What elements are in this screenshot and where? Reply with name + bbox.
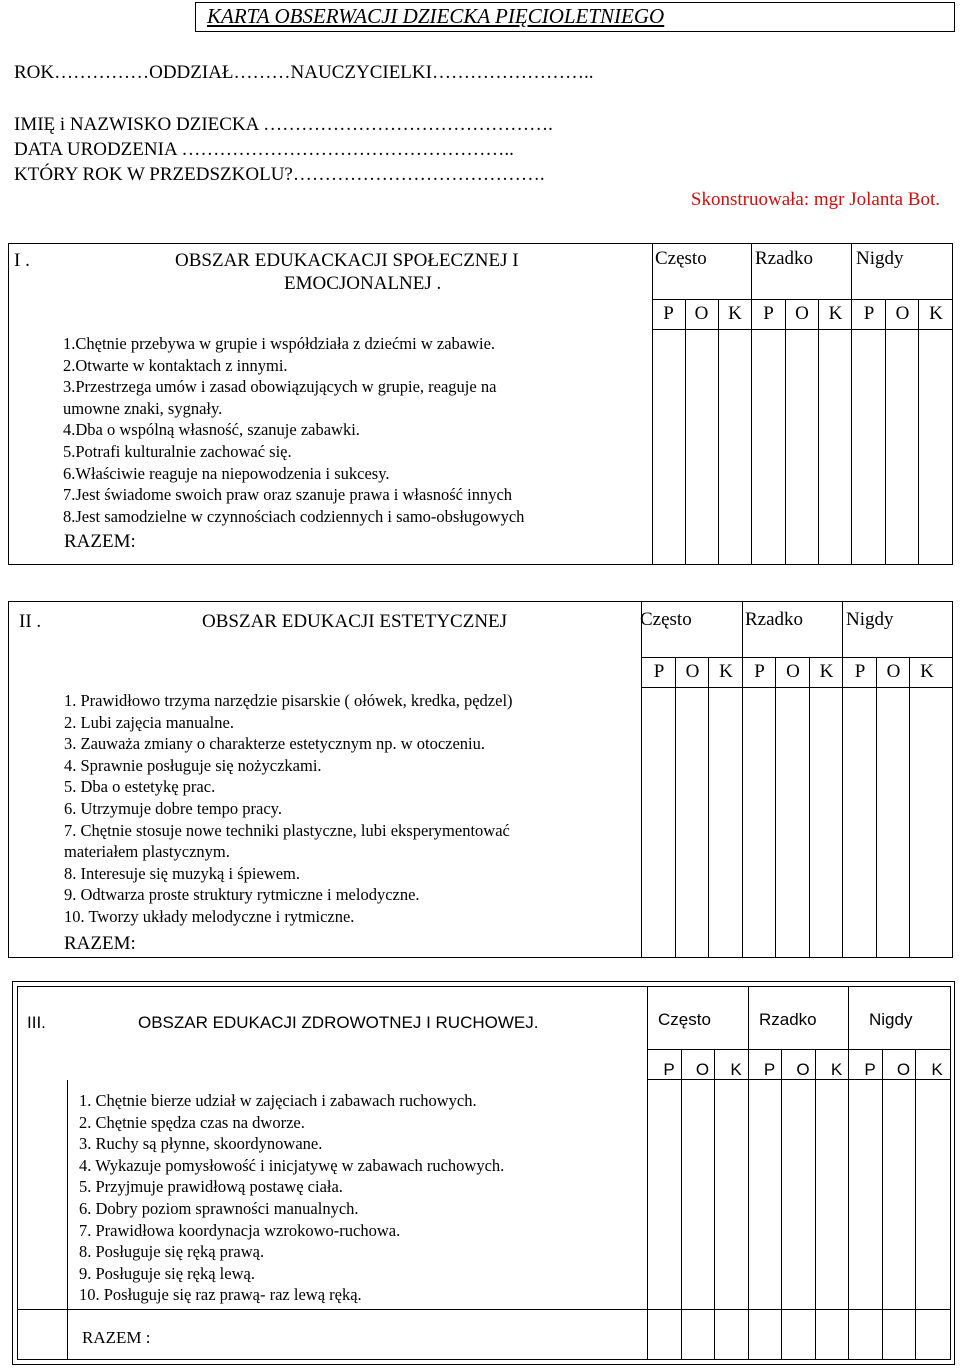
col-k: K	[730, 1060, 742, 1079]
list-item: 2. Chętnie spędza czas na dworze.	[79, 1112, 305, 1132]
list-item: 2.Otwarte w kontaktach z innymi.	[63, 355, 288, 375]
header-line-birth-date: DATA URODZENIA ……………………………………………..	[14, 139, 514, 160]
section2-number: II .	[19, 611, 42, 632]
list-item: umowne znaki, sygnały.	[63, 398, 223, 418]
col-k: K	[719, 661, 733, 682]
section2-item-list	[64, 690, 513, 928]
list-item: 6.Właściwie reaguje na niepowodzenia i sukcesy.	[63, 463, 390, 483]
section1-title-line1: OBSZAR EDUKACKACJI SPOŁECZNEJ I	[175, 250, 519, 271]
col-k: K	[828, 303, 843, 324]
list-item: 2. Lubi zajęcia manualne.	[64, 712, 234, 732]
col-k: K	[830, 1060, 843, 1079]
list-item: 5. Dba o estetykę prac.	[64, 777, 216, 797]
list-item: 7. Chętnie stosuje nowe techniki plastyczne, lubi eksperymentować	[64, 820, 510, 840]
list-item: 8.Jest samodzielne w czynnościach codziennych i samo-obsługowych	[63, 506, 525, 526]
section1-title-line2: EMOCJONALNEJ .	[284, 273, 442, 294]
header-line-year-group-teacher: ROK……………ODDZIAŁ………NAUCZYCIELKI……………………..	[14, 62, 594, 83]
col-o: O	[795, 303, 809, 324]
col-p: P	[653, 661, 665, 682]
col-k: K	[929, 303, 943, 324]
section3-total-label: RAZEM :	[82, 1328, 151, 1347]
section2-col-often: Często	[640, 609, 692, 630]
col-p: P	[863, 303, 875, 324]
list-item: 7. Prawidłowa koordynacja wzrokowo-ruchowa.	[79, 1220, 401, 1240]
list-item: 8. Interesuje się muzyką i śpiewem.	[64, 863, 300, 883]
section1-pok-row	[652, 303, 953, 325]
col-o: O	[694, 303, 709, 324]
list-item: 5. Przyjmuje prawidłową postawę ciała.	[79, 1177, 343, 1197]
list-item: 3. Zauważa zmiany o charakterze estetycznym np. w otoczeniu.	[64, 734, 486, 754]
list-item: 7.Jest świadome swoich praw oraz szanuje prawa i własność innych	[63, 485, 513, 505]
author-signature: Skonstruowała: mgr Jolanta Bot.	[690, 189, 940, 210]
col-p: P	[763, 1060, 776, 1079]
list-item: 5.Potrafi kulturalnie zachować się.	[63, 441, 292, 461]
section3-number: III.	[27, 1013, 46, 1032]
col-o: O	[796, 1060, 810, 1079]
list-item: 6. Dobry poziom sprawności manualnych.	[79, 1198, 359, 1218]
col-o: O	[896, 1060, 911, 1079]
section3-col-often: Często	[658, 1010, 711, 1029]
col-p: P	[763, 303, 774, 324]
section1-item-list	[63, 333, 524, 527]
list-item: 4. Wykazuje pomysłowość i inicjatywę w zabawach ruchowych.	[79, 1155, 505, 1175]
col-o: O	[895, 303, 910, 324]
section1-col-rarely: Rzadko	[755, 248, 814, 269]
section3-col-rarely: Rzadko	[759, 1010, 817, 1029]
list-item: 1. Prawidłowo trzyma narzędzie pisarskie ( ołówek, kredka, pędzel)	[64, 691, 513, 710]
header-line-child-name: IMIĘ i NAZWISKO DZIECKA ……………………………………….	[14, 114, 553, 135]
list-item: 1. Chętnie bierze udział w zajęciach i zabawach ruchowych.	[79, 1091, 477, 1110]
section3-item-list	[79, 1090, 504, 1306]
section1-total-label: RAZEM:	[64, 531, 136, 552]
col-k: K	[931, 1060, 943, 1079]
section2-col-never: Nigdy	[846, 609, 894, 630]
section3-col-never: Nigdy	[869, 1010, 913, 1029]
col-p: P	[854, 661, 866, 682]
list-item: 6. Utrzymuje dobre tempo pracy.	[64, 798, 282, 818]
col-k: K	[819, 661, 834, 682]
list-item: 3. Ruchy są płynne, skoordynowane.	[79, 1134, 323, 1154]
section1-number: I .	[14, 250, 30, 271]
section3-pok-row	[652, 1060, 954, 1080]
section1-col-never: Nigdy	[856, 248, 904, 269]
list-item: materiałem plastycznym.	[64, 842, 230, 862]
list-item: 9. Odtwarza proste struktury rytmiczne i melodyczne.	[64, 885, 420, 905]
section2-title: OBSZAR EDUKACJI ESTETYCZNEJ	[202, 611, 508, 632]
col-p: P	[864, 1060, 876, 1079]
list-item: 9. Posługuje się ręką lewą.	[79, 1263, 255, 1283]
header-line-preschool-year: KTÓRY ROK W PRZEDSZKOLU?………………………………….	[14, 164, 545, 185]
col-p: P	[754, 661, 765, 682]
section1-col-often: Często	[655, 248, 707, 269]
list-item: 3.Przestrzega umów i zasad obowiązujących w grupie, reaguje na	[63, 377, 497, 397]
col-k: K	[920, 661, 934, 682]
col-o: O	[886, 661, 901, 682]
list-item: 4.Dba o wspólną własność, szanuje zabawki.	[63, 420, 360, 440]
col-o: O	[786, 661, 800, 682]
list-item: 10. Posługuje się raz prawą- raz lewą ręką.	[79, 1285, 362, 1305]
section2-pok-row	[642, 661, 944, 683]
col-o: O	[695, 1060, 710, 1079]
list-item: 1.Chętnie przebywa w grupie i współdziała z dziećmi w zabawie.	[63, 334, 496, 353]
col-k: K	[728, 303, 742, 324]
page-title: KARTA OBSERWACJI DZIECKA PIĘCIOLETNIEGO	[207, 4, 665, 28]
list-item: 8. Posługuje się ręką prawą.	[79, 1242, 265, 1262]
col-o: O	[685, 661, 700, 682]
col-p: P	[663, 1060, 675, 1079]
section2-col-rarely: Rzadko	[745, 609, 804, 630]
section2-total-label: RAZEM:	[64, 933, 136, 954]
list-item: 4. Sprawnie posługuje się nożyczkami.	[64, 755, 322, 775]
list-item: 10. Tworzy układy melodyczne i rytmiczne.	[64, 906, 355, 926]
section3-title: OBSZAR EDUKACJI ZDROWOTNEJ I RUCHOWEJ.	[138, 1013, 539, 1032]
col-p: P	[663, 303, 674, 324]
